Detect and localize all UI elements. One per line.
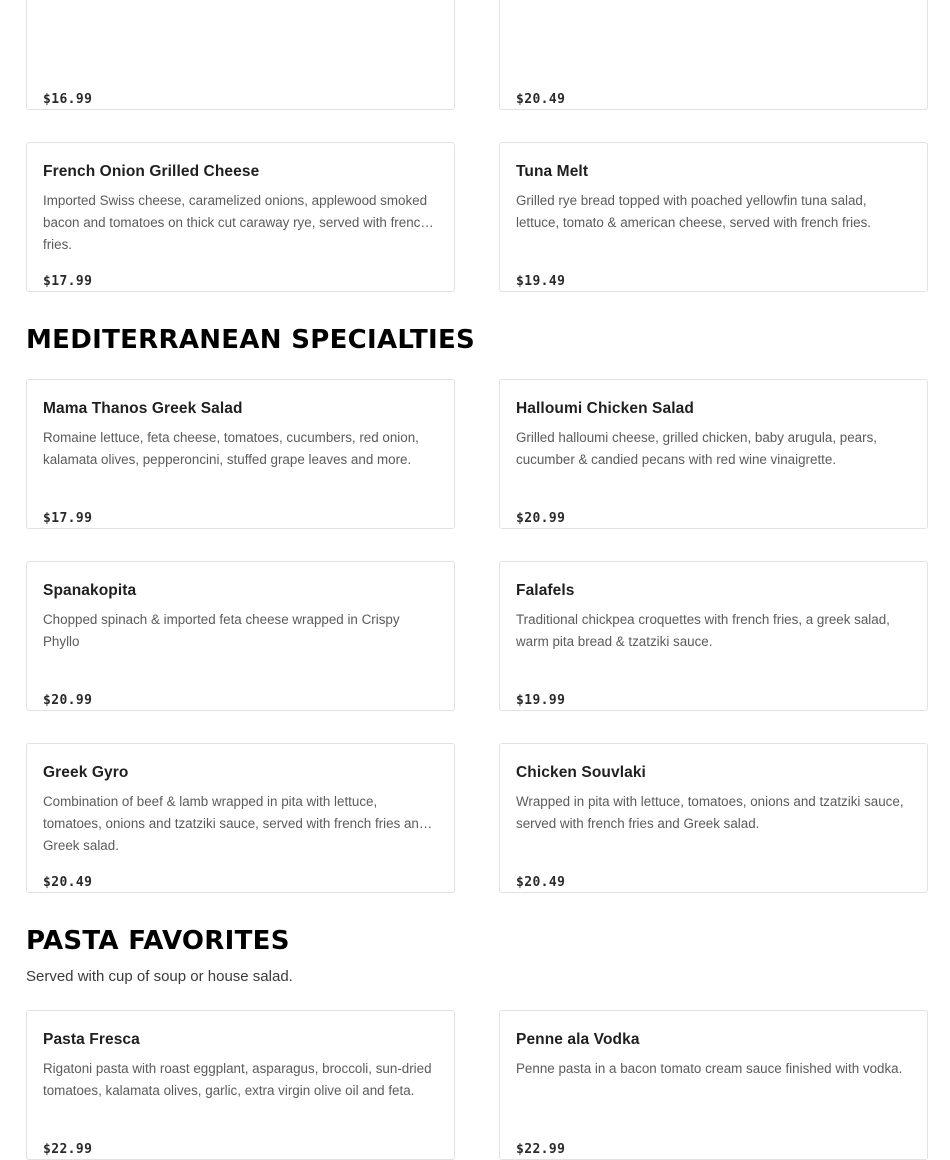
menu-page [26, 0, 928, 1160]
item-name: Falafels [516, 582, 575, 599]
item-price: $20.99 [43, 693, 93, 708]
item-name: Tuna Melt [516, 163, 589, 180]
item-description: Wrapped in pita with lettuce, tomatoes, onions and tzatziki sauce, served with french fries and Greek salad. [516, 794, 904, 831]
menu-item-card[interactable] [499, 142, 928, 292]
menu-item-card[interactable] [499, 1010, 928, 1160]
menu-item-card[interactable] [26, 0, 455, 110]
item-price: $19.49 [516, 274, 566, 289]
item-name: French Onion Grilled Cheese [43, 163, 260, 180]
item-description: Grilled rye bread topped with poached yellowfin tuna salad, lettuce, tomato & american cheese, served with french fries. [516, 193, 872, 230]
item-description: Grilled halloumi cheese, grilled chicken, baby arugula, pears, cucumber & candied pecans with red wine vinaigrette. [516, 430, 877, 467]
item-name: Greek Gyro [43, 764, 129, 781]
section-title-mediterranean: MEDITERRANEAN SPECIALTIES [26, 325, 476, 355]
item-description: Imported Swiss cheese, caramelized onions, applewood smoked bacon and tomatoes on thick cut caraway rye, served with french fries. [43, 193, 428, 252]
item-description [43, 0, 438, 34]
item-name: Pasta Fresca [43, 1031, 140, 1048]
menu-item-card[interactable] [499, 379, 928, 529]
menu-item-card[interactable] [26, 561, 455, 711]
menu-item-card[interactable] [26, 743, 455, 893]
item-description: Penne pasta in a bacon tomato cream sauce finished with vodka. [516, 1061, 903, 1076]
item-price: $17.99 [43, 274, 93, 289]
item-price: $20.99 [516, 511, 566, 526]
item-name: Spanakopita [43, 582, 137, 599]
item-price: $17.99 [43, 511, 93, 526]
item-description [516, 0, 911, 34]
item-name: Penne ala Vodka [516, 1031, 640, 1048]
item-price: $16.99 [43, 92, 93, 107]
item-price: $20.49 [43, 875, 93, 890]
sandwiches-grid [26, 0, 928, 292]
item-name: Mama Thanos Greek Salad [43, 400, 243, 417]
item-price: $22.99 [43, 1142, 93, 1157]
item-description: Combination of beef & lamb wrapped in pita with lettuce, tomatoes, onions and tzatziki sauce, served with french fries and Greek salad. [43, 794, 427, 853]
item-name: Chicken Souvlaki [516, 764, 646, 781]
item-price: $19.99 [516, 693, 566, 708]
item-price: $20.49 [516, 875, 566, 890]
menu-item-card[interactable] [499, 561, 928, 711]
menu-item-card[interactable] [499, 743, 928, 893]
item-price: $22.99 [516, 1142, 566, 1157]
item-description: Traditional chickpea croquettes with french fries, a greek salad, warm pita bread & tzatziki sauce. [516, 612, 890, 649]
item-description: Rigatoni pasta with roast eggplant, asparagus, broccoli, sun-dried tomatoes, kalamata olives, garlic, extra virgin olive oil and feta. [43, 1061, 432, 1098]
item-description: Romaine lettuce, feta cheese, tomatoes, cucumbers, red onion, kalamata olives, pepperoncini, stuffed grape leaves and more. [43, 430, 419, 467]
item-description: Chopped spinach & imported feta cheese wrapped in Crispy Phyllo [43, 612, 400, 649]
item-name: Halloumi Chicken Salad [516, 400, 694, 417]
section-subtitle-pasta: Served with cup of soup or house salad. [26, 968, 293, 985]
menu-item-card[interactable] [26, 1010, 455, 1160]
section-title-pasta: PASTA FAVORITES [26, 926, 290, 956]
pasta-grid [26, 1010, 928, 1160]
menu-item-card[interactable] [499, 0, 928, 110]
mediterranean-grid [26, 379, 928, 893]
menu-item-card[interactable] [26, 379, 455, 529]
item-price: $20.49 [516, 92, 566, 107]
menu-item-card[interactable] [26, 142, 455, 292]
